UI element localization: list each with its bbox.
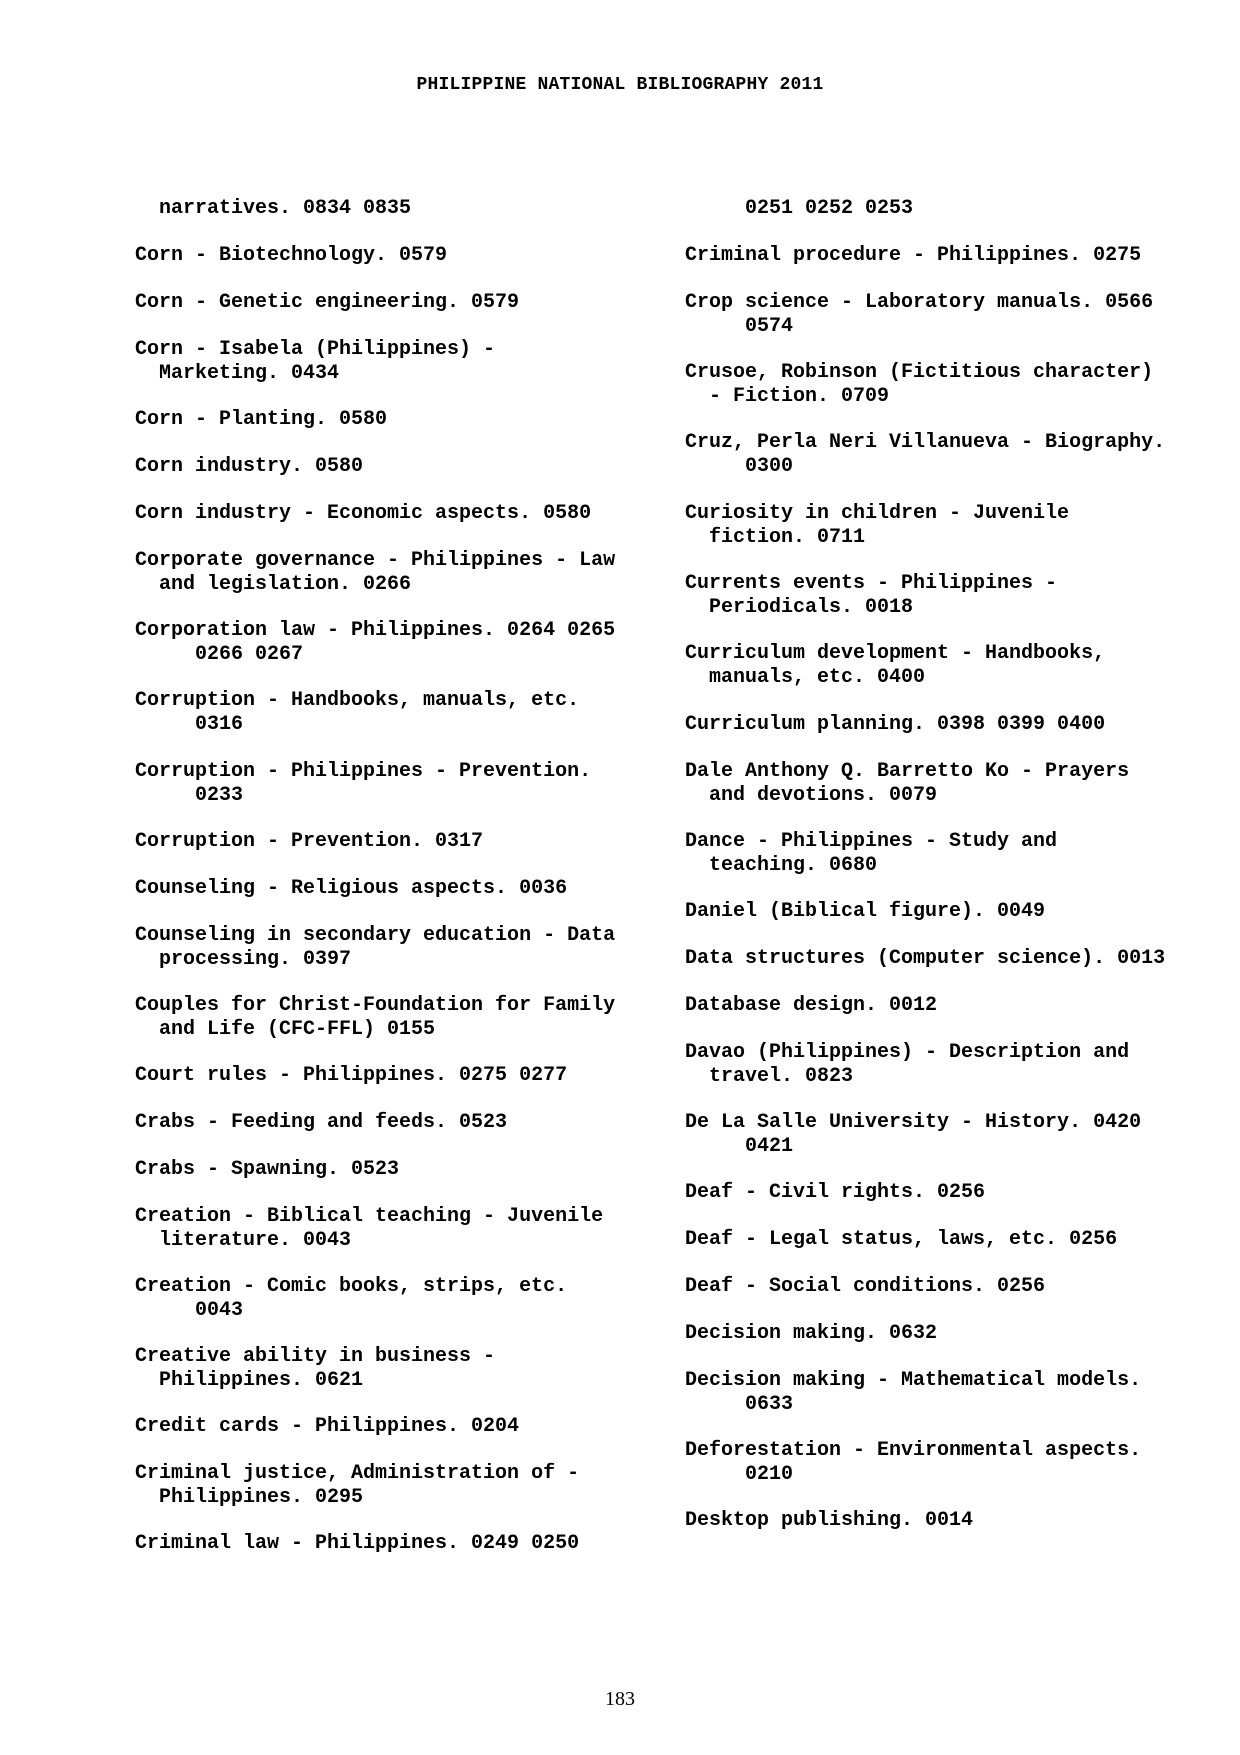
index-entry-line: Crusoe, Robinson (Fictitious character) xyxy=(685,361,1154,384)
index-entry xyxy=(685,994,937,1018)
index-entry xyxy=(685,197,913,221)
index-entry-line: narratives. 0834 0835 xyxy=(135,197,412,220)
index-entry-line: Crabs - Feeding and feeds. 0523 xyxy=(135,1111,508,1134)
index-entry-line: Philippines. 0621 xyxy=(135,1368,364,1392)
index-entry-line: 0266 0267 xyxy=(135,642,304,666)
index-entry-line: manuals, etc. 0400 xyxy=(685,665,926,689)
index-entry-line: Philippines. 0295 xyxy=(135,1485,364,1509)
index-entry xyxy=(685,900,1045,924)
index-entry xyxy=(135,1415,519,1439)
index-entry-line: teaching. 0680 xyxy=(685,853,878,877)
index-entry-line: Court rules - Philippines. 0275 0277 xyxy=(135,1064,568,1087)
index-entry-line: Crabs - Spawning. 0523 xyxy=(135,1158,400,1181)
index-entry-line: Daniel (Biblical figure). 0049 xyxy=(685,900,1046,923)
index-entry-line: - Fiction. 0709 xyxy=(685,384,890,408)
index-entry-line: Corn - Genetic engineering. 0579 xyxy=(135,291,520,314)
index-entry-line: Corn industry. 0580 xyxy=(135,455,364,478)
index-entry xyxy=(685,947,1165,971)
index-entry-line: 0043 xyxy=(135,1298,244,1322)
index-entry-line: Credit cards - Philippines. 0204 xyxy=(135,1415,520,1438)
index-entry-line: De La Salle University - History. 0420 xyxy=(685,1111,1142,1134)
index-entry-line: Criminal procedure - Philippines. 0275 xyxy=(685,244,1142,267)
index-entry-line: 0574 xyxy=(685,314,794,338)
index-entry xyxy=(135,408,387,432)
index-entry-line: Deaf - Legal status, laws, etc. 0256 xyxy=(685,1228,1118,1251)
index-entry xyxy=(685,431,1165,478)
index-entry-line: Curriculum development - Handbooks, xyxy=(685,642,1106,665)
index-entry xyxy=(135,1532,579,1556)
index-entry xyxy=(135,924,615,971)
index-entry-line: Database design. 0012 xyxy=(685,994,938,1017)
index-entry-line: Counseling - Religious aspects. 0036 xyxy=(135,877,568,900)
index-entry-line: Criminal law - Philippines. 0249 0250 xyxy=(135,1532,580,1555)
index-entry xyxy=(135,994,615,1041)
index-entry-line: and legislation. 0266 xyxy=(135,572,412,596)
index-entry-line: processing. 0397 xyxy=(135,947,352,971)
page-title: PHILIPPINE NATIONAL BIBLIOGRAPHY 2011 xyxy=(416,75,824,95)
index-entry-line: Decision making. 0632 xyxy=(685,1322,938,1345)
index-entry xyxy=(685,1181,985,1205)
index-entry-line: Corn - Isabela (Philippines) - xyxy=(135,338,496,361)
index-entry xyxy=(135,455,363,479)
index-entry xyxy=(685,361,1153,408)
index-entry xyxy=(685,713,1105,737)
index-entry xyxy=(135,197,411,221)
index-entry xyxy=(685,1509,973,1533)
index-entry-line: 0421 xyxy=(685,1134,794,1158)
index-entry xyxy=(685,244,1141,268)
index-entry xyxy=(685,1111,1141,1158)
index-entry xyxy=(685,1439,1141,1486)
index-entry xyxy=(685,1322,937,1346)
index-entry-line: 0251 0252 0253 xyxy=(685,197,914,220)
index-entry-line: Corn - Planting. 0580 xyxy=(135,408,388,431)
index-entry-line: Corruption - Prevention. 0317 xyxy=(135,830,484,853)
index-entry xyxy=(135,689,579,736)
index-entry xyxy=(135,1462,579,1509)
index-entry-line: Cruz, Perla Neri Villanueva - Biography. xyxy=(685,431,1166,454)
index-entry-line: Counseling in secondary education - Data xyxy=(135,924,616,947)
index-entry xyxy=(135,502,591,526)
index-entry xyxy=(135,760,591,807)
index-entry-line: Corn industry - Economic aspects. 0580 xyxy=(135,502,592,525)
index-entry xyxy=(135,291,519,315)
index-entry-line: Currents events - Philippines - xyxy=(685,572,1058,595)
index-entry xyxy=(685,830,1057,877)
index-entry-line: and Life (CFC-FFL) 0155 xyxy=(135,1017,436,1041)
index-entry-line: Davao (Philippines) - Description and xyxy=(685,1041,1130,1064)
index-entry-line: 0300 xyxy=(685,454,794,478)
index-entry-line: and devotions. 0079 xyxy=(685,783,938,807)
index-entry xyxy=(135,1064,567,1088)
index-entry-line: Crop science - Laboratory manuals. 0566 xyxy=(685,291,1154,314)
index-entry-line: 0233 xyxy=(135,783,244,807)
index-entry-line: Creative ability in business - xyxy=(135,1345,496,1368)
index-entry-line: Periodicals. 0018 xyxy=(685,595,914,619)
index-entry-line: Corporate governance - Philippines - Law xyxy=(135,549,616,572)
index-entry xyxy=(685,1275,1045,1299)
index-entry-line: Deaf - Civil rights. 0256 xyxy=(685,1181,986,1204)
index-entry-line: Curiosity in children - Juvenile xyxy=(685,502,1070,525)
index-entry-line: Corporation law - Philippines. 0264 0265 xyxy=(135,619,616,642)
index-entry xyxy=(685,502,1069,549)
index-entry xyxy=(685,1369,1141,1416)
index-entry xyxy=(135,244,447,268)
index-entry-line: Corruption - Philippines - Prevention. xyxy=(135,760,592,783)
index-entry xyxy=(685,291,1153,338)
index-entry-line: Creation - Comic books, strips, etc. xyxy=(135,1275,568,1298)
index-entry-line: Corn - Biotechnology. 0579 xyxy=(135,244,448,267)
index-entry xyxy=(135,830,483,854)
index-entry xyxy=(135,338,495,385)
index-entry xyxy=(685,1041,1129,1088)
index-entry xyxy=(135,549,615,596)
index-entry-line: Dance - Philippines - Study and xyxy=(685,830,1058,853)
index-entry-line: Criminal justice, Administration of - xyxy=(135,1462,580,1485)
index-entry-line: 0210 xyxy=(685,1462,794,1486)
index-entry-line: Couples for Christ-Foundation for Family xyxy=(135,994,616,1017)
page-number: 183 xyxy=(605,1688,635,1710)
index-entry xyxy=(135,619,615,666)
index-entry-line: Desktop publishing. 0014 xyxy=(685,1509,974,1532)
index-entry-line: Corruption - Handbooks, manuals, etc. xyxy=(135,689,580,712)
index-entry xyxy=(135,877,567,901)
index-entry-line: Marketing. 0434 xyxy=(135,361,340,385)
index-entry-line: Decision making - Mathematical models. xyxy=(685,1369,1142,1392)
index-entry-line: travel. 0823 xyxy=(685,1064,854,1088)
index-entry-line: fiction. 0711 xyxy=(685,525,866,549)
index-entry xyxy=(135,1275,567,1322)
index-entry xyxy=(685,1228,1117,1252)
index-entry xyxy=(685,572,1057,619)
index-entry xyxy=(685,642,1105,689)
index-entry-line: Deforestation - Environmental aspects. xyxy=(685,1439,1142,1462)
index-entry-line: Curriculum planning. 0398 0399 0400 xyxy=(685,713,1106,736)
index-entry-line: Deaf - Social conditions. 0256 xyxy=(685,1275,1046,1298)
index-entry xyxy=(135,1158,399,1182)
index-entry-line: literature. 0043 xyxy=(135,1228,352,1252)
index-entry-line: 0633 xyxy=(685,1392,794,1416)
index-entry-line: Dale Anthony Q. Barretto Ko - Prayers xyxy=(685,760,1130,783)
index-entry-line: 0316 xyxy=(135,712,244,736)
index-entry-line: Creation - Biblical teaching - Juvenile xyxy=(135,1205,604,1228)
index-entry xyxy=(135,1345,495,1392)
index-entry xyxy=(135,1111,507,1135)
index-entry xyxy=(135,1205,603,1252)
index-entry xyxy=(685,760,1129,807)
index-entry-line: Data structures (Computer science). 0013 xyxy=(685,947,1166,970)
